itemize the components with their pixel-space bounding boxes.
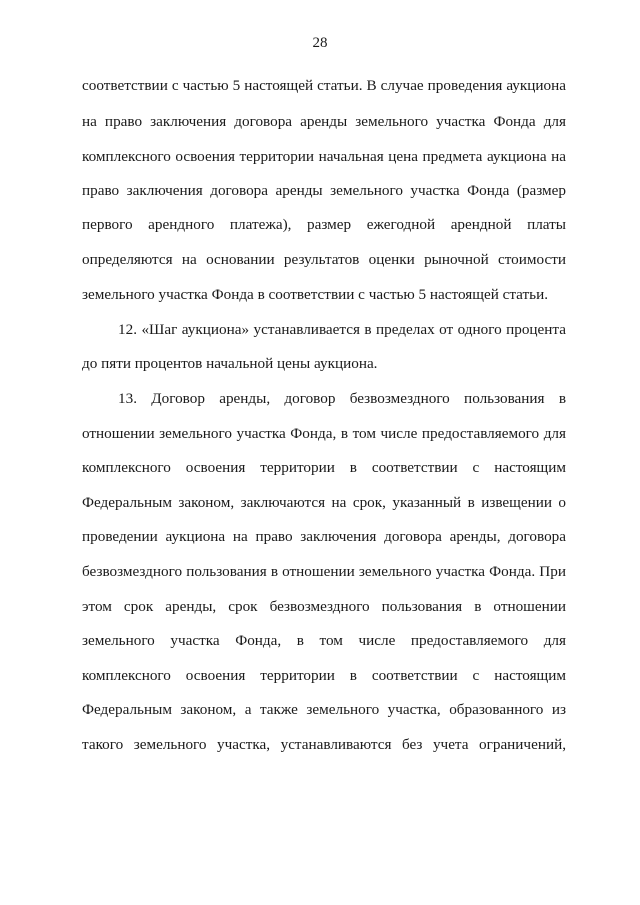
text-line: комплексного освоения территории в соответствии с настоящим bbox=[82, 667, 566, 684]
text-line: земельного участка Фонда, в том числе предоставляемого для bbox=[82, 632, 566, 649]
text-line: на право заключения договора аренды земельного участка Фонда для bbox=[82, 113, 566, 130]
text-line: до пяти процентов начальной цены аукциона. bbox=[82, 355, 378, 372]
text-line: безвозмездного пользования в отношении земельного участка Фонда. При bbox=[82, 563, 566, 580]
text-line: проведении аукциона на право заключения договора аренды, договора bbox=[82, 528, 566, 545]
text-line: комплексного освоения территории в соответствии с настоящим bbox=[82, 459, 566, 476]
text-line: первого арендного платежа), размер ежегодной арендной платы bbox=[82, 216, 566, 233]
text-line: определяются на основании результатов оценки рыночной стоимости bbox=[82, 251, 566, 268]
text-line: такого земельного участка, устанавливаются без учета ограничений, bbox=[82, 736, 566, 753]
text-line: комплексного освоения территории начальная цена предмета аукциона на bbox=[82, 148, 566, 165]
text-line: отношении земельного участка Фонда, в том числе предоставляемого для bbox=[82, 425, 566, 442]
text-line: 12. «Шаг аукциона» устанавливается в пределах от одного процента bbox=[118, 321, 566, 338]
text-line: право заключения договора аренды земельного участка Фонда (размер bbox=[82, 182, 566, 199]
text-line: этом срок аренды, срок безвозмездного пользования в отношении bbox=[82, 598, 566, 615]
text-line: Федеральным законом, заключаются на срок, указанный в извещении о bbox=[82, 494, 566, 511]
text-line: соответствии с частью 5 настоящей статьи. В случае проведения аукциона bbox=[82, 77, 566, 94]
text-line: 13. Договор аренды, договор безвозмездного пользования в bbox=[118, 390, 566, 407]
text-line: земельного участка Фонда в соответствии с частью 5 настоящей статьи. bbox=[82, 286, 549, 303]
text-line: Федеральным законом, а также земельного участка, образованного из bbox=[82, 701, 566, 718]
page-number: 28 bbox=[312, 35, 328, 51]
